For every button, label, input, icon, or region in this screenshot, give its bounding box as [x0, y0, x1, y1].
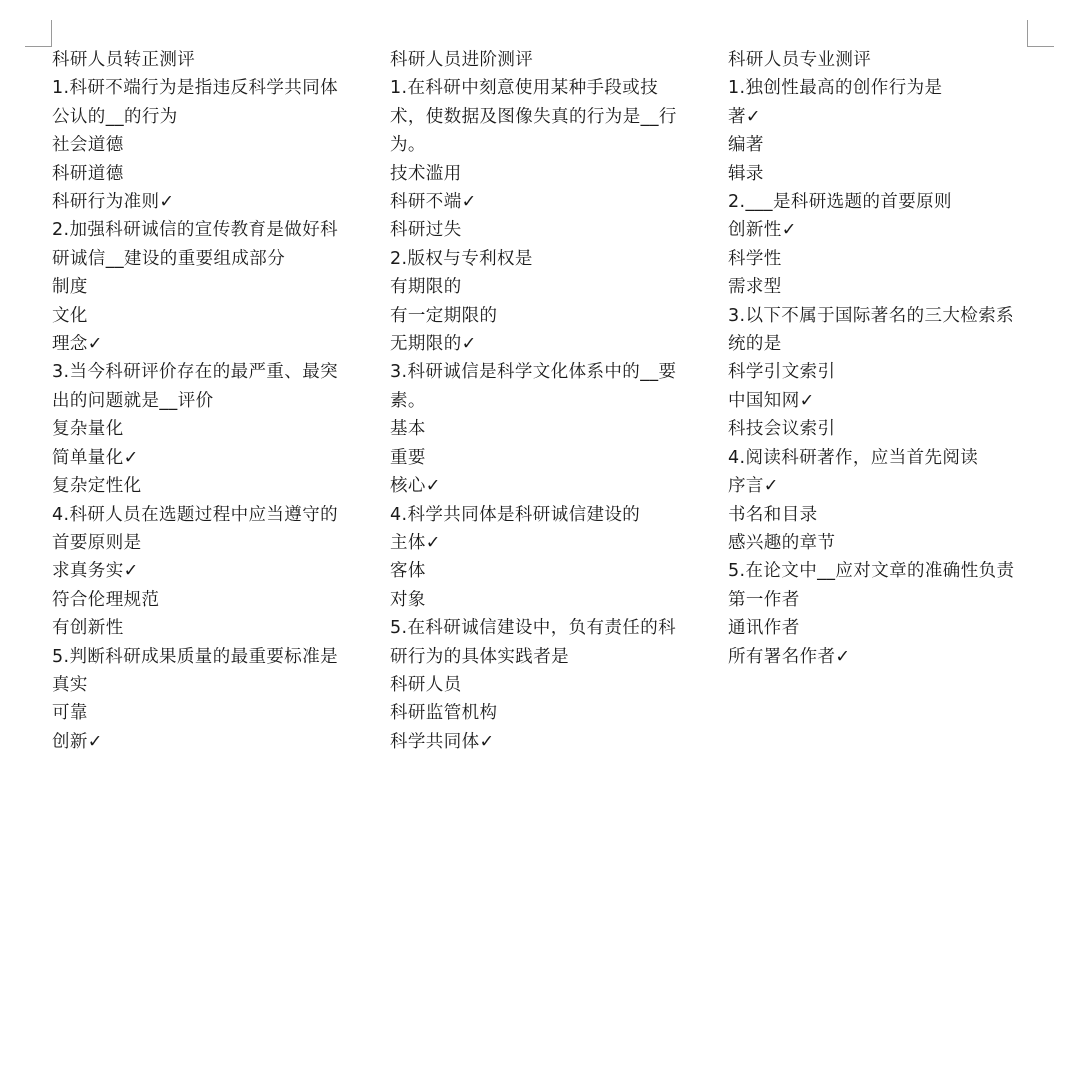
- answer-option: 科研监管机构: [390, 703, 498, 724]
- answer-option: 科研行为准则✓: [52, 192, 175, 213]
- answer-option: 需求型: [728, 277, 782, 298]
- answer-option: 复杂量化: [52, 419, 124, 440]
- crop-mark-top-left: [25, 20, 52, 47]
- column-title: 科研人员进阶测评: [390, 50, 534, 70]
- answer-option: 创新✓: [52, 731, 103, 752]
- answer-option: 技术滥用: [390, 163, 462, 184]
- answer-option: 基本: [390, 419, 426, 440]
- column-title: 科研人员转正测评: [52, 50, 196, 70]
- answer-option: 客体: [390, 561, 426, 582]
- answer-option: 制度: [52, 277, 88, 298]
- column-title: 科研人员专业测评: [728, 50, 872, 70]
- answer-option: 科研不端✓: [390, 192, 477, 213]
- answer-option: 第一作者: [728, 589, 800, 610]
- answer-option: 真实: [52, 674, 88, 695]
- question-text: 3.科研诚信是科学文化体系中的__要素。: [390, 362, 677, 411]
- answer-option: 所有署名作者✓: [728, 646, 851, 667]
- answer-option: 重要: [390, 447, 426, 468]
- column-advanced-assessment: [390, 46, 692, 756]
- answer-option: 科学引文索引: [728, 362, 836, 383]
- column-professional-assessment: [728, 46, 1030, 671]
- question-text: 5.在论文中__应对文章的准确性负责: [728, 561, 1015, 582]
- answer-option: 通讯作者: [728, 618, 800, 639]
- question-text: 5.在科研诚信建设中，负有责任的科研行为的具体实践者是: [390, 618, 676, 667]
- answer-option: 科研道德: [52, 163, 124, 184]
- answer-option: 理念✓: [52, 334, 103, 355]
- answer-option: 社会道德: [52, 135, 124, 156]
- answer-option: 主体✓: [390, 532, 441, 553]
- answer-option: 文化: [52, 305, 88, 326]
- answer-option: 中国知网✓: [728, 390, 815, 411]
- question-text: 5.判断科研成果质量的最重要标准是: [52, 646, 338, 667]
- question-text: 3.当今科研评价存在的最严重、最突出的问题就是__评价: [52, 362, 338, 411]
- question-text: 1.在科研中刻意使用某种手段或技术，使数据及图像失真的行为是__行为。: [390, 78, 677, 156]
- answer-option: 书名和目录: [728, 504, 818, 525]
- crop-mark-top-right: [1027, 20, 1054, 47]
- answer-option: 有一定期限的: [390, 305, 498, 326]
- answer-option: 著✓: [728, 106, 761, 127]
- answer-option: 序言✓: [728, 476, 779, 497]
- answer-option: 简单量化✓: [52, 447, 139, 468]
- answer-option: 创新性✓: [728, 220, 797, 241]
- answer-option: 感兴趣的章节: [728, 532, 836, 553]
- question-text: 3.以下不属于国际著名的三大检索系统的是: [728, 305, 1014, 355]
- answer-option: 科研人员: [390, 674, 462, 695]
- answer-option: 辑录: [728, 163, 764, 184]
- column-probation-assessment: [52, 46, 354, 756]
- answer-option: 编著: [728, 135, 764, 156]
- question-text: 1.独创性最高的创作行为是: [728, 78, 943, 99]
- answer-option: 科学共同体✓: [390, 731, 495, 752]
- answer-option: 符合伦理规范: [52, 589, 160, 610]
- question-text: 2.___是科研选题的首要原则: [728, 192, 952, 213]
- question-text: 4.科学共同体是科研诚信建设的: [390, 504, 641, 525]
- question-text: 2.加强科研诚信的宣传教育是做好科研诚信__建设的重要组成部分: [52, 220, 338, 269]
- question-text: 1.科研不端行为是指违反科学共同体公认的__的行为: [52, 78, 338, 127]
- question-text: 4.阅读科研著作，应当首先阅读: [728, 447, 979, 468]
- answer-option: 有期限的: [390, 277, 462, 298]
- answer-option: 有创新性: [52, 618, 124, 639]
- answer-option: 求真务实✓: [52, 561, 139, 582]
- answer-option: 科研过失: [390, 220, 462, 241]
- question-text: 4.科研人员在选题过程中应当遵守的首要原则是: [52, 504, 338, 553]
- answer-option: 复杂定性化: [52, 476, 142, 497]
- answer-option: 科学性: [728, 248, 782, 269]
- answer-option: 科技会议索引: [728, 419, 836, 440]
- answer-option: 对象: [390, 589, 426, 610]
- answer-option: 核心✓: [390, 476, 441, 497]
- question-text: 2.版权与专利权是: [390, 248, 533, 269]
- answer-option: 可靠: [52, 703, 88, 724]
- answer-option: 无期限的✓: [390, 334, 477, 355]
